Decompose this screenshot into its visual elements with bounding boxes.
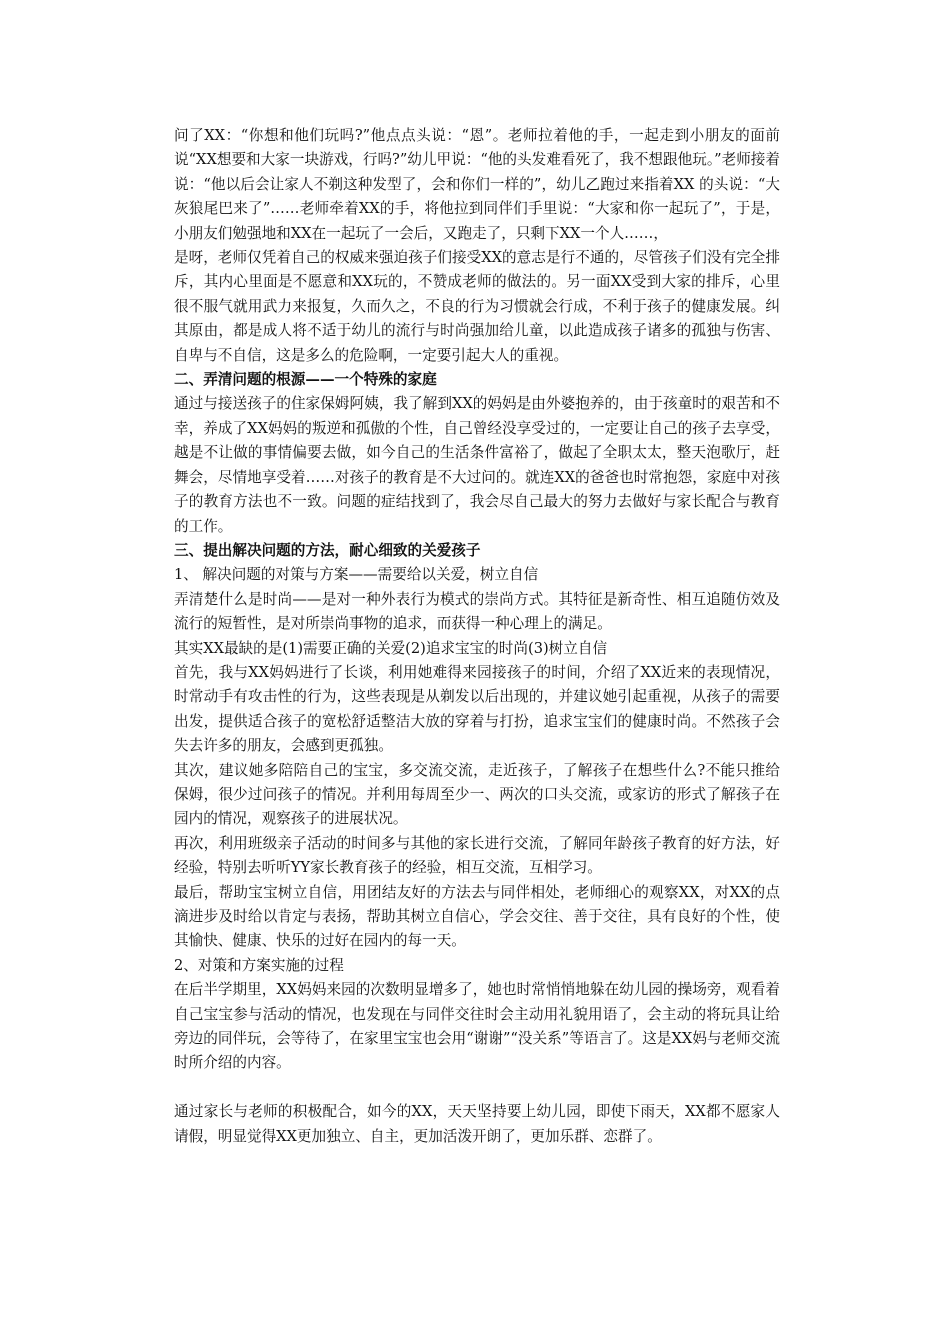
- paragraph-fashion-definition: 弄清楚什么是时尚——是对一种外表行为模式的崇尚方式。其特征是新奇性、相互追随仿效及流行的短暂性，是对所崇尚事物的追求，而获得一种心理上的满足。: [174, 590, 780, 633]
- section-heading-3: 三、提出解决问题的方法，耐心细致的关爱孩子: [174, 541, 481, 559]
- paragraph-first-step: 首先，我与XX妈妈进行了长谈，利用她难得来园接孩子的时间，介绍了XX近来的表现情况，时常动手有攻击性的行为，这些表现是从剃发以后出现的，并建议她引起重视，从孩子的需要出发，提供适合孩子的宽松舒适整洁大放的穿着与打扮，追求宝宝们的健康时尚。不然孩子会失去许多的朋友，会感到更孤独。: [174, 663, 780, 755]
- paragraph-needs-list: 其实XX最缺的是(1)需要正确的关爱(2)追求宝宝的时尚(3)树立自信: [174, 639, 608, 657]
- subsection-heading-1: 1、 解决问题的对策与方案——需要给以关爱，树立自信: [174, 566, 539, 584]
- subsection-heading-2: 2、对策和方案实施的过程: [174, 956, 344, 974]
- section-heading-2: 二、弄清问题的根源——一个特殊的家庭: [174, 371, 437, 389]
- document-body: [174, 124, 780, 1149]
- paragraph-analysis: 是呀，老师仅凭着自己的权威来强迫孩子们接受XX的意志是行不通的，尽管孩子们没有完全排斥，其内心里面是不愿意和XX玩的，不赞成老师的做法的。另一面XX受到大家的排斥，心里很不服气就用武力来报复，久而久之，不良的行为习惯就会行成，不利于孩子的健康发展。纠其原由，都是成人将不适于幼儿的流行与时尚强加给儿童，以此造成孩子诸多的孤独与伤害、自卑与不自信，这是多么的危险啊，一定要引起大人的重视。: [174, 249, 780, 364]
- paragraph-conclusion: 通过家长与老师的积极配合，如今的XX，天天坚持要上幼儿园，即使下雨天，XX都不愿家人请假，明显觉得XX更加独立、自主，更加活泼开朗了，更加乐群、恋群了。: [174, 1103, 780, 1145]
- paragraph-implementation: 在后半学期里，XX妈妈来园的次数明显增多了，她也时常悄悄地躲在幼儿园的操场旁，观看着自己宝宝参与活动的情况，也发现在与同伴交往时会主动用礼貌用语了，会主动的将玩具让给旁边的同伴玩，会等待了，在家里宝宝也会用“谢谢”“没关系”等语言了。这是XX妈与老师交流时所介绍的内容。: [174, 981, 780, 1072]
- paragraph-third-step: 再次，利用班级亲子活动的时间多与其他的家长进行交流，了解同年龄孩子教育的好方法，好经验，特别去听听YY家长教育孩子的经验，相互交流，互相学习。: [174, 834, 780, 877]
- paragraph-intro-story: 问了XX：“你想和他们玩吗?”他点点头说：“恩”。老师拉着他的手，一起走到小朋友的面前说“XX想要和大家一块游戏，行吗?”幼儿甲说：“他的头发难看死了，我不想跟他玩。”老师接着说：“他以后会让家人不剃这种发型了，会和你们一样的”，幼儿乙跑过来指着XX 的头说：“大灰狼尾巴来了”……老师牵着XX的手，将他拉到同伴们手里说：“大家和你一起玩了”，于是，小朋友们勉强地和XX在一起玩了一会后，又跑走了，只剩下XX一个人……，: [174, 127, 780, 242]
- blank-line: [174, 1076, 780, 1100]
- paragraph-family-background: 通过与接送孩子的住家保姆阿姨，我了解到XX的妈妈是由外婆抱养的，由于孩童时的艰苦和不幸，养成了XX妈妈的叛逆和孤傲的个性，自己曾经没享受过的，一定要让自己的孩子去享受，越是不让做的事情偏要去做，如今自己的生活条件富裕了，做起了全职太太，整天泡歌厅，赶舞会，尽情地享受着……对孩子的教育是不大过问的。就连XX的爸爸也时常抱怨，家庭中对孩子的教育方法也不一致。问题的症结找到了，我会尽自己最大的努力去做好与家长配合与教育的工作。: [174, 395, 780, 535]
- paragraph-final-step: 最后，帮助宝宝树立自信，用团结友好的方法去与同伴相处，老师细心的观察XX，对XX的点滴进步及时给以肯定与表扬，帮助其树立自信心，学会交往、善于交往，具有良好的个性，使其愉快、健康、快乐的过好在园内的每一天。: [174, 883, 780, 950]
- paragraph-second-step: 其次，建议她多陪陪自己的宝宝，多交流交流，走近孩子，了解孩子在想些什么?不能只推给保姆，很少过问孩子的情况。并利用每周至少一、两次的口头交流，或家访的形式了解孩子在园内的情况，观察孩子的进展状况。: [174, 761, 780, 828]
